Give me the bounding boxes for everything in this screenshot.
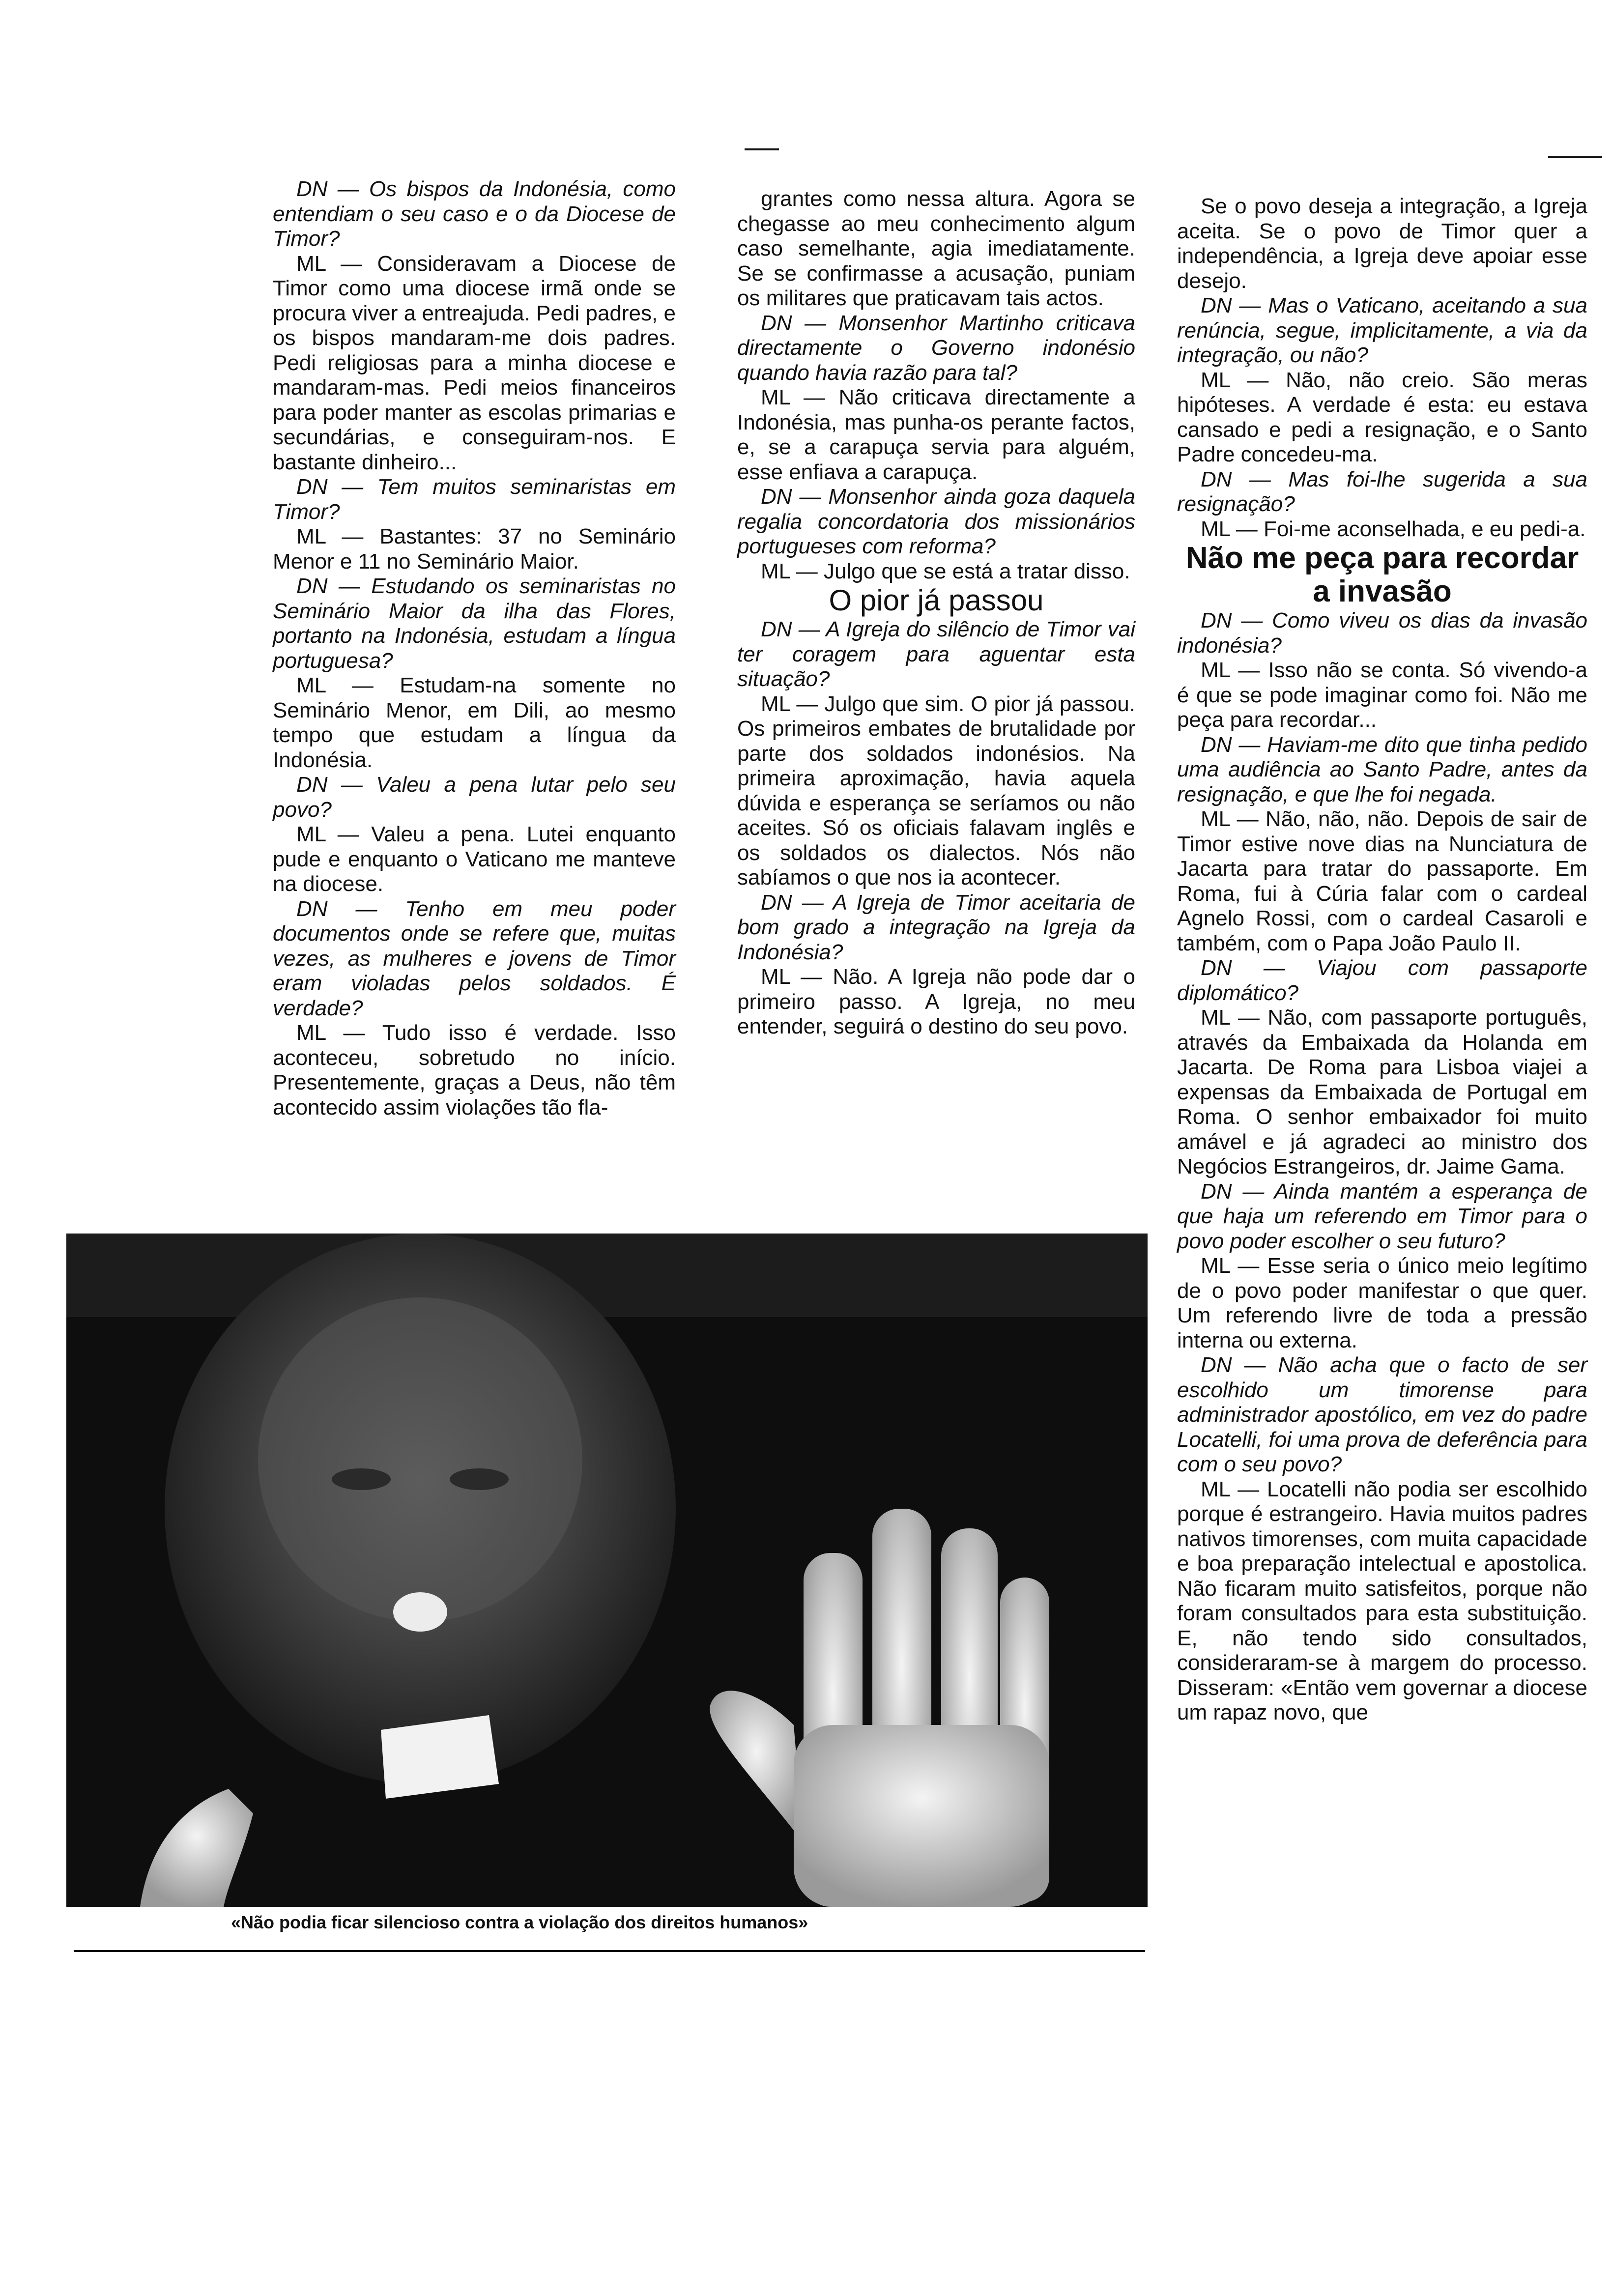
interview-question: DN — Tenho em meu poder documentos onde se refere que, muitas vezes, as mulheres e jovens de Timor eram violadas pelos soldados. É verdade? (273, 896, 676, 1020)
column-2 (737, 187, 1135, 1039)
interview-answer: ML — Julgo que sim. O pior já passou. Os primeiros embates de brutalidade por parte dos soldados indonésios. Na primeira aproximação, havia aquela dúvida e esperança se seríamos ou não aceites. Só os oficiais falavam inglês e os soldados os dialectos. Nós não sabíamos o que nos ia acontecer. (737, 691, 1135, 890)
interview-answer: ML — Não, não, não. Depois de sair de Timor estive nove dias na Nunciatura de Jacarta para tratar do passaporte. Em Roma, fui à Cúria falar com o cardeal Agnelo Rossi, com o cardeal Casaroli e também, com o Papa João Paulo II. (1177, 807, 1587, 955)
mouth-shape (393, 1592, 447, 1632)
interview-answer: ML — Locatelli não podia ser escolhido porque é estrangeiro. Havia muitos padres nativos timorenses, com muita capacidade e boa preparação intelectual e apostolica. Não ficaram muito satisfeitos, porque não foram consultados para esta substituição. E, não tendo sido consultados, consideraram-se à margem do processo. Disseram: «Então vem governar a diocese um rapaz novo, que (1177, 1477, 1587, 1724)
top-right-rule (1548, 156, 1602, 158)
interview-answer: ML — Valeu a pena. Lutei enquanto pude e enquanto o Vaticano me manteve na diocese. (273, 822, 676, 896)
interview-answer: ML — Julgo que se está a tratar disso. (761, 559, 1130, 583)
interview-answer: ML — Não. A Igreja não pode dar o primeiro passo. A Igreja, no meu entender, seguirá o destino do seu povo. (737, 965, 1135, 1038)
interview-question: DN — Estudando os seminaristas no Seminário Maior da ilha das Flores, portanto na Indonésia, estudam a língua portuguesa? (273, 574, 676, 673)
interview-question: DN — Haviam-me dito que tinha pedido uma audiência ao Santo Padre, antes da resignação, e que lhe foi negada. (1177, 732, 1587, 806)
interview-answer: Se o povo deseja a integração, a Igreja aceita. Se o povo de Timor quer a independência, a Igreja deve apoiar esse desejo. (1177, 194, 1587, 293)
interview-answer: ML — Esse seria o único meio legítimo de o povo poder manifestar o que quer. Um referendo livre de toda a pressão interna ou externa. (1177, 1254, 1587, 1352)
section-heading-o-pior-ja-passou: O pior já passou (829, 584, 1044, 617)
interview-answer: ML — Não, com passaporte português, através da Embaixada da Holanda em Jacarta. De Roma para Lisboa viajei a expensas da Embaixada de Portugal em Roma. O senhor embaixador foi muito amável e já agradeci ao ministro dos Negócios Estrangeiros, dr. Jaime Gama. (1177, 1005, 1587, 1178)
interview-answer: ML — Não, não creio. São meras hipóteses. A verdade é esta: eu estava cansado e pedi a resignação, e o Santo Padre concedeu-ma. (1177, 368, 1587, 466)
interview-question: DN — Os bispos da Indonésia, como entendiam o seu caso e o da Diocese de Timor? (273, 177, 676, 251)
collar-shape (381, 1715, 499, 1799)
interview-answer: ML — Tudo isso é verdade. Isso aconteceu, sobretudo no início. Presentemente, graças a Deus, não têm acontecido assim violações tão fla- (273, 1021, 676, 1119)
interview-answer: ML — Foi-me aconselhada, e eu pedi-a. (1201, 517, 1586, 541)
photo-bishop (66, 1234, 1148, 1907)
interview-question: DN — A Igreja do silêncio de Timor vai ter coragem para aguentar esta situação? (737, 617, 1135, 691)
interview-answer: ML — Consideravam a Diocese de Timor como uma diocese irmã onde se procura viver a entreajuda. Pedi padres, e os bispos mandaram-me dois padres. Pedi religiosas para a minha diocese e mandaram-mas. Pedi meios financeiros para poder manter as escolas primarias e secundárias, e conseguiram-nos. E bastante dinheiro... (273, 251, 676, 474)
photo-caption: «Não podia ficar silencioso contra a violação dos direitos humanos» (231, 1912, 808, 1932)
interview-question: DN — Ainda mantém a esperança de que haja um referendo em Timor para o povo poder escolher o seu futuro? (1177, 1179, 1587, 1253)
interview-question: DN — Monsenhor Martinho criticava directamente o Governo indonésio quando havia razão para tal? (737, 311, 1135, 385)
interview-question: DN — Mas foi-lhe sugerida a sua resignação? (1177, 467, 1587, 516)
top-center-rule (745, 148, 779, 150)
interview-answer: ML — Não criticava directamente a Indonésia, mas punha-os perante factos, e, se a carapuça servia para alguém, esse enfiava a carapuça. (737, 385, 1135, 484)
interview-question: DN — Como viveu os dias da invasão indonésia? (1177, 608, 1587, 658)
interview-answer: ML — Estudam-na somente no Seminário Menor, em Dili, ao mesmo tempo que estudam a língua da Indonésia. (273, 673, 676, 772)
photo-illustration (66, 1234, 1148, 1907)
column-1 (273, 177, 676, 1120)
section-heading-nao-me-peca: Não me peça para recordar a invasão (1185, 541, 1579, 608)
interview-question: DN — Valeu a pena lutar pelo seu povo? (273, 773, 676, 822)
interview-question: DN — Mas o Vaticano, aceitando a sua renúncia, segue, implicitamente, a via da integração, ou não? (1177, 293, 1587, 367)
interview-question: DN — Não acha que o facto de ser escolhido um timorense para administrador apostólico, em vez do padre Locatelli, foi uma prova de deferência para com o seu povo? (1177, 1353, 1587, 1476)
interview-answer: grantes como nessa altura. Agora se chegasse ao meu conhecimento algum caso semelhante, agia imediatamente. Se se confirmasse a acusação, puniam os militares que praticavam tais actos. (737, 187, 1135, 310)
interview-answer: ML — Bastantes: 37 no Seminário Menor e 11 no Seminário Maior. (273, 524, 676, 574)
interview-question: DN — A Igreja de Timor aceitaria de bom grado a integração na Igreja da Indonésia? (737, 890, 1135, 964)
interview-question: DN — Tem muitos seminaristas em Timor? (273, 475, 676, 524)
interview-question: DN — Viajou com passaporte diplomático? (1177, 956, 1587, 1005)
column-3 (1177, 194, 1587, 1725)
interview-question: DN — Monsenhor ainda goza daquela regalia concordatoria dos missionários portugueses com reforma? (737, 485, 1135, 558)
interview-answer: ML — Isso não se conta. Só vivendo-a é que se pode imaginar como foi. Não me peça para recordar... (1177, 658, 1587, 732)
bottom-rule (74, 1950, 1145, 1952)
